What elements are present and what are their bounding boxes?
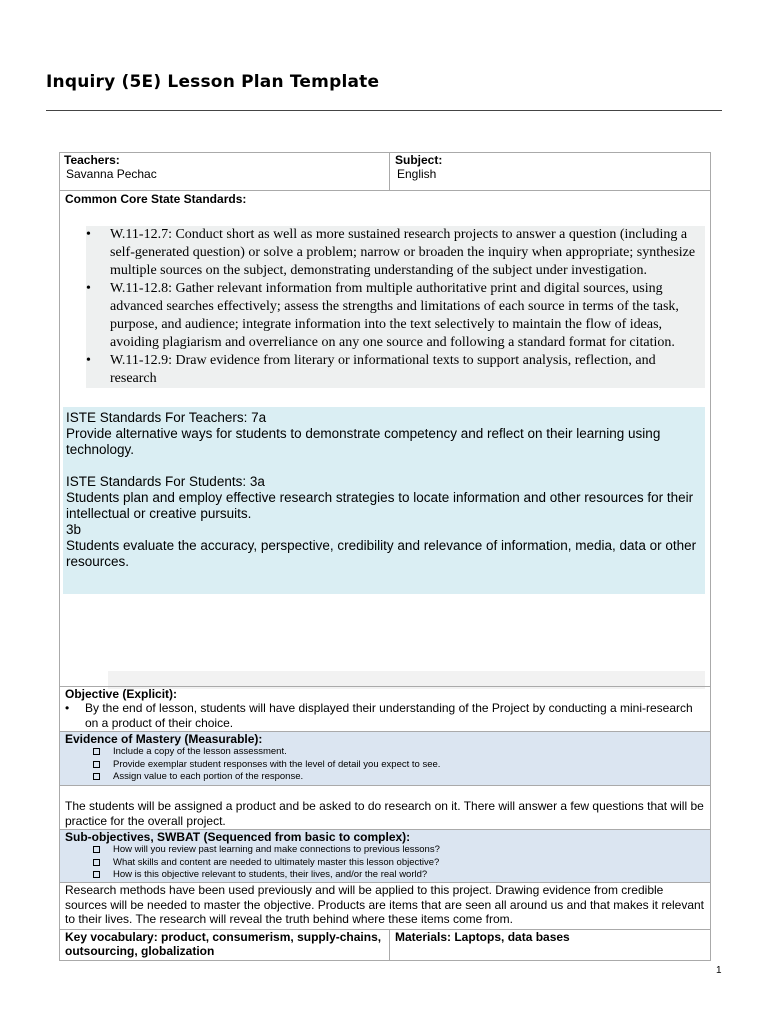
iste-students-3b-label: 3b [66, 522, 82, 537]
ccss-label: Common Core State Standards: [65, 192, 247, 206]
ccss-item [86, 352, 699, 388]
standards-row [60, 190, 710, 686]
subject-cell [390, 153, 710, 190]
objective-label: Objective (Explicit): [65, 687, 178, 701]
mastery-label: Evidence of Mastery (Measurable): [65, 732, 263, 746]
vocabulary-cell: Key vocabulary: product, consumerism, supply-chains, outsourcing, globalization [60, 930, 390, 960]
subject-value: English [397, 167, 437, 181]
ccss-item [86, 280, 699, 352]
iste-teachers-text: Provide alternative ways for students to demonstrate competency and reflect on their learning using technology. [66, 426, 661, 457]
subobjective-item-text: How is this objective relevant to students, their lives, and/or the real world? [113, 869, 428, 880]
header-row [60, 153, 710, 190]
title-divider [46, 110, 722, 111]
ccss-item-text: W.11-12.9: Draw evidence from literary or informational texts to support analysis, reflection, and research [110, 353, 656, 386]
checkbox-icon [93, 846, 100, 853]
ccss-item [86, 226, 699, 280]
checkbox-icon [93, 859, 100, 866]
page-number: 1 [716, 965, 722, 976]
lesson-plan-table [59, 152, 711, 961]
mastery-item-text: Assign value to each portion of the response. [113, 771, 304, 782]
bullet-icon: • [86, 227, 91, 242]
checkbox-icon [93, 871, 100, 878]
iste-teachers-heading: ISTE Standards For Teachers: 7a [66, 410, 267, 425]
objective-text: By the end of lesson, students will have displayed their understanding of the Project by conducting a mini-research on a product of their choice. [85, 701, 693, 730]
document-title: Inquiry (5E) Lesson Plan Template [46, 72, 380, 92]
checkbox-icon [93, 773, 100, 780]
subobjective-item [65, 844, 705, 857]
mastery-item [65, 746, 705, 759]
subobjectives-response: Research methods have been used previously and will be applied to this project. Drawing evidence from credible sources will be needed to master the objective. Products are items that are seen all around us and that makes it relevant to their lives. The research will reveal the truth behind where these items come from. [65, 883, 705, 926]
objective-row [60, 686, 710, 731]
objective-item [65, 701, 705, 730]
mastery-response: The students will be assigned a product and be asked to do research on it. There will answer a few questions that will be practice for the overall project. [65, 799, 704, 828]
iste-students-heading: ISTE Standards For Students: 3a [66, 474, 265, 489]
ccss-item-text: W.11-12.7: Conduct short as well as more sustained research projects to answer a question (including a self-generated question) or solve a problem; narrow or broaden the inquiry when appropriate; synthesize multiple sources on the subject, demonstrating understanding of the subject under investigation. [110, 227, 696, 278]
teachers-value: Savanna Pechac [66, 167, 157, 181]
iste-students-3a: Students plan and employ effective research strategies to locate information and other resources for their intellectual or creative pursuits. [66, 490, 694, 521]
subobjectives-row [60, 829, 710, 882]
ccss-item-text: W.11-12.8: Gather relevant information from multiple authoritative print and digital sources, using advanced searches effectively; assess the strengths and limitations of each source in terms of the task, purpose, and audience; integrate information into the text selectively to maintain the flow of ideas, avoiding plagiarism and overreliance on any one source and following a standard format for citation. [110, 281, 679, 350]
checkbox-icon [93, 748, 100, 755]
mastery-item [65, 759, 705, 772]
mastery-item-text: Include a copy of the lesson assessment. [113, 746, 287, 757]
iste-students-3b: Students evaluate the accuracy, perspective, credibility and relevance of information, media, data or other resources. [66, 538, 697, 569]
mastery-item-text: Provide exemplar student responses with the level of detail you expect to see. [113, 758, 441, 770]
subobjective-item-text: How will you review past learning and make connections to previous lessons? [113, 844, 440, 855]
bullet-icon: • [65, 701, 70, 715]
mastery-item [65, 771, 705, 784]
vocab-materials-row [60, 929, 710, 960]
mastery-row [60, 731, 710, 785]
subobjectives-response-row [60, 882, 710, 929]
subject-label: Subject: [395, 153, 443, 167]
mastery-response-row [60, 785, 710, 829]
subobjective-item [65, 857, 705, 870]
subobjectives-label: Sub-objectives, SWBAT (Sequenced from basic to complex): [65, 830, 411, 844]
bullet-icon: • [86, 281, 91, 296]
bullet-icon: • [86, 353, 91, 368]
checkbox-icon [93, 761, 100, 768]
iste-standards-box [63, 407, 705, 594]
teachers-cell [60, 153, 390, 190]
teachers-label: Teachers: [64, 153, 120, 167]
subobjective-item-text: What skills and content are needed to ultimately master this lesson objective? [113, 856, 440, 868]
materials-cell: Materials: Laptops, data bases [395, 930, 570, 944]
subobjective-item [65, 869, 705, 882]
ccss-list [86, 226, 705, 388]
